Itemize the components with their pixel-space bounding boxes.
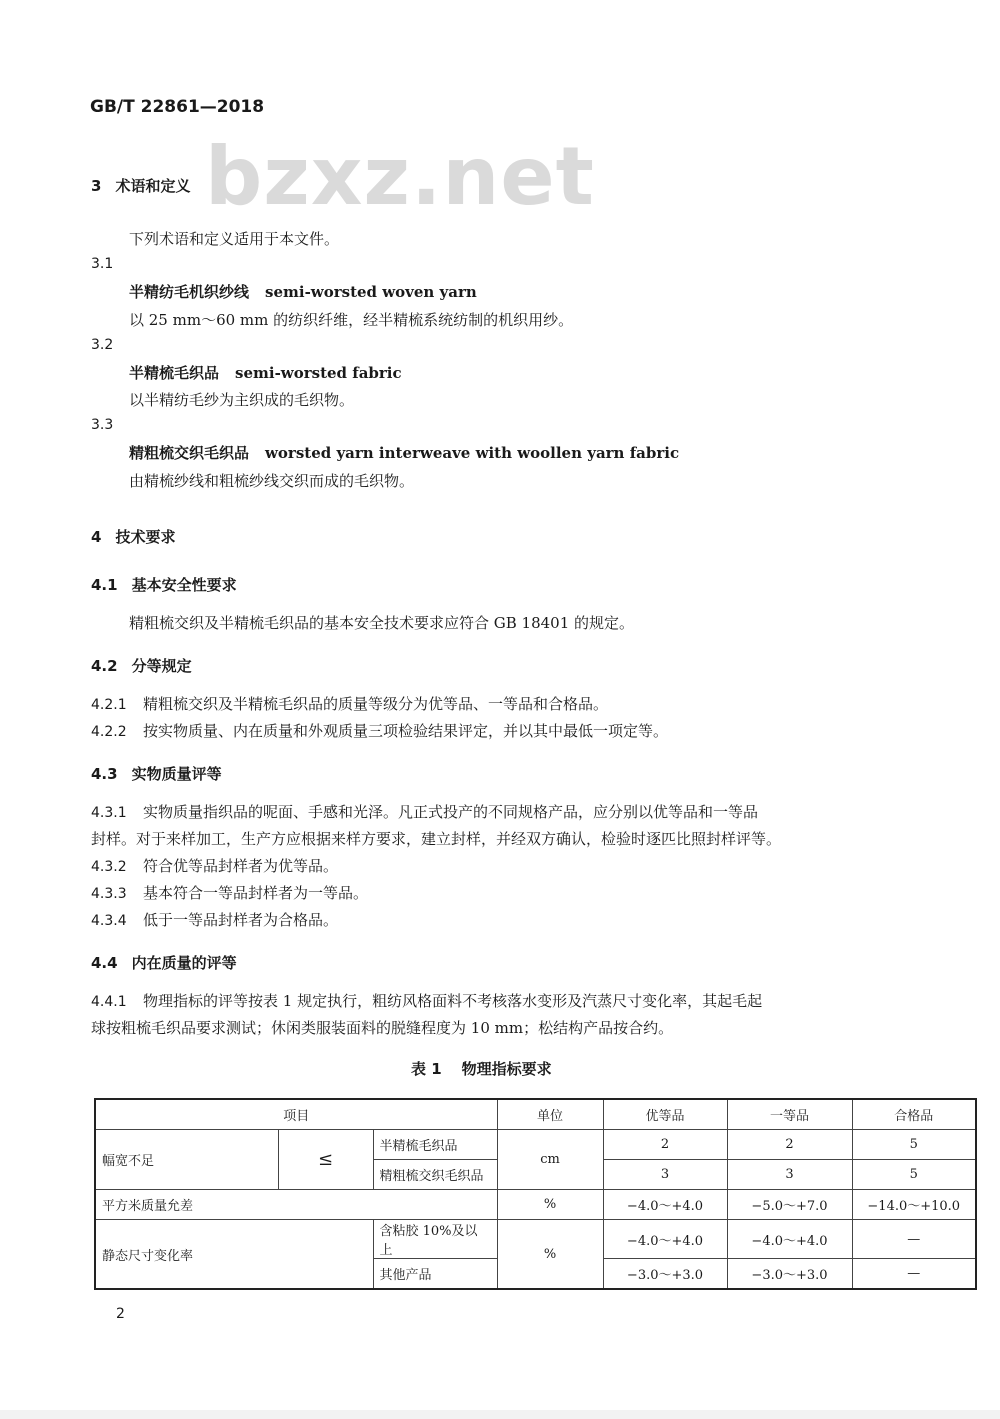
row-label-static-dim-change: 静态尺寸变化率: [95, 1220, 373, 1290]
grade-3-value: −14.0～+10.0: [852, 1190, 976, 1220]
term-cn: 半精纺毛机织纱线: [129, 283, 250, 301]
term-en: semi-worsted fabric: [235, 364, 402, 382]
term-cn: 精粗梳交织毛织品: [129, 444, 250, 462]
subsection-title: 内在质量的评等: [131, 954, 237, 972]
grade-3-value: —: [852, 1220, 976, 1259]
term-definition: 以半精纺毛纱为主织成的毛织物。: [129, 391, 355, 409]
page-number: 2: [116, 1306, 125, 1322]
clause-number: 4.2.1: [91, 697, 127, 713]
clause-number: 4.3.1: [91, 805, 127, 821]
subsection-number: 4.4: [91, 954, 118, 972]
subsection-4-2-heading: [91, 655, 192, 676]
term-heading: [129, 281, 477, 302]
term-en: worsted yarn interweave with woollen yarn fabric: [265, 444, 680, 462]
term-en: semi-worsted woven yarn: [265, 283, 477, 301]
grade-3-value: —: [852, 1259, 976, 1290]
grade-1-value: −4.0～+4.0: [603, 1220, 727, 1259]
less-equal-symbol: ≤: [278, 1130, 373, 1190]
section-number: 3: [91, 177, 102, 195]
grade-1-value: 2: [603, 1130, 727, 1160]
clause-4-2-2: [91, 720, 668, 741]
clause-4-3-3: [91, 882, 368, 903]
table-row: [95, 1130, 976, 1160]
term-number: 3.1: [91, 256, 114, 272]
subsection-4-1-text: 精粗梳交织及半精梳毛织品的基本安全技术要求应符合 GB 18401 的规定。: [129, 614, 635, 632]
term-cn: 半精梳毛织品: [129, 364, 220, 382]
sub-item: 含粘胶 10%及以上: [373, 1220, 497, 1259]
physical-indicators-table: [94, 1098, 977, 1290]
row-label-mass-tolerance: 平方米质量允差: [95, 1190, 497, 1220]
watermark: bzxz.net: [205, 130, 595, 223]
clause-number: 4.3.4: [91, 913, 127, 929]
grade-1-value: −4.0～+4.0: [603, 1190, 727, 1220]
page-bottom-edge: [0, 1410, 1000, 1419]
sub-item: 精粗梳交织毛织品: [373, 1160, 497, 1190]
header-item: 项目: [95, 1099, 497, 1130]
subsection-title: 实物质量评等: [131, 765, 222, 783]
term-number: 3.2: [91, 337, 114, 353]
sub-item: 其他产品: [373, 1259, 497, 1290]
header-grade-3: 合格品: [852, 1099, 976, 1130]
clause-text: 按实物质量、内在质量和外观质量三项检验结果评定，并以其中最低一项定等。: [143, 722, 669, 740]
table-label: 表 1: [411, 1060, 442, 1078]
section-number: 4: [91, 528, 102, 546]
grade-2-value: −5.0～+7.0: [727, 1190, 852, 1220]
clause-4-2-1: [91, 693, 608, 714]
subsection-title: 基本安全性要求: [131, 576, 237, 594]
header-grade-2: 一等品: [727, 1099, 852, 1130]
clause-4-3-2: [91, 855, 338, 876]
clause-number: 4.4.1: [91, 994, 127, 1010]
standard-number: GB/T 22861—2018: [90, 97, 265, 117]
clause-text: 基本符合一等品封样者为一等品。: [143, 884, 369, 902]
term-definition: 以 25 mm～60 mm 的纺织纤维，经半精梳系统纺制的机织用纱。: [129, 311, 574, 329]
section-3-heading: [91, 175, 190, 196]
grade-3-value: 5: [852, 1130, 976, 1160]
header-unit: 单位: [497, 1099, 603, 1130]
row-label-width-shortfall: 幅宽不足: [95, 1130, 278, 1190]
table-header-row: [95, 1099, 976, 1130]
unit-cell: cm: [497, 1130, 603, 1190]
table-row: [95, 1190, 976, 1220]
table-title: 物理指标要求: [461, 1060, 552, 1078]
unit-cell: %: [497, 1190, 603, 1220]
sub-item: 半精梳毛织品: [373, 1130, 497, 1160]
grade-2-value: 2: [727, 1130, 852, 1160]
clause-4-3-4: [91, 909, 338, 930]
term-heading: [129, 362, 402, 383]
clause-4-4-1: [91, 990, 762, 1011]
section-title: 技术要求: [115, 528, 176, 546]
term-number: 3.3: [91, 417, 114, 433]
unit-cell: %: [497, 1220, 603, 1290]
term-heading: [129, 442, 679, 463]
subsection-number: 4.3: [91, 765, 118, 783]
section-title: 术语和定义: [115, 177, 191, 195]
grade-1-value: 3: [603, 1160, 727, 1190]
subsection-number: 4.1: [91, 576, 118, 594]
term-definition: 由精梳纱线和粗梳纱线交织而成的毛织物。: [129, 472, 415, 490]
clause-4-4-1-continued: 球按粗梳毛织品要求测试；休闲类服装面料的脱缝程度为 10 mm；松结构产品按合约。: [91, 1019, 674, 1037]
section-3-intro: 下列术语和定义适用于本文件。: [129, 230, 340, 248]
clause-text: 符合优等品封样者为优等品。: [143, 857, 339, 875]
subsection-4-1-heading: [91, 574, 237, 595]
section-4-heading: [91, 526, 175, 547]
table-row: [95, 1220, 976, 1259]
grade-1-value: −3.0～+3.0: [603, 1259, 727, 1290]
grade-2-value: 3: [727, 1160, 852, 1190]
clause-number: 4.3.2: [91, 859, 127, 875]
grade-2-value: −4.0～+4.0: [727, 1220, 852, 1259]
clause-4-3-1: [91, 801, 758, 822]
clause-text: 精粗梳交织及半精梳毛织品的质量等级分为优等品、一等品和合格品。: [143, 695, 609, 713]
clause-4-3-1-continued: 封样。对于来样加工，生产方应根据来样方要求，建立封样，并经双方确认，检验时逐匹比照封样评等。: [91, 830, 782, 848]
header-grade-1: 优等品: [603, 1099, 727, 1130]
subsection-number: 4.2: [91, 657, 118, 675]
subsection-4-4-heading: [91, 952, 237, 973]
subsection-4-3-heading: [91, 763, 222, 784]
grade-3-value: 5: [852, 1160, 976, 1190]
table-caption: [411, 1058, 552, 1079]
clause-number: 4.3.3: [91, 886, 127, 902]
subsection-title: 分等规定: [131, 657, 192, 675]
clause-text: 实物质量指织品的呢面、手感和光泽。凡正式投产的不同规格产品，应分别以优等品和一等品: [143, 803, 759, 821]
clause-number: 4.2.2: [91, 724, 127, 740]
clause-text: 物理指标的评等按表 1 规定执行，粗纺风格面料不考核落水变形及汽蒸尺寸变化率，其起毛起: [143, 992, 763, 1010]
clause-text: 低于一等品封样者为合格品。: [143, 911, 339, 929]
grade-2-value: −3.0～+3.0: [727, 1259, 852, 1290]
